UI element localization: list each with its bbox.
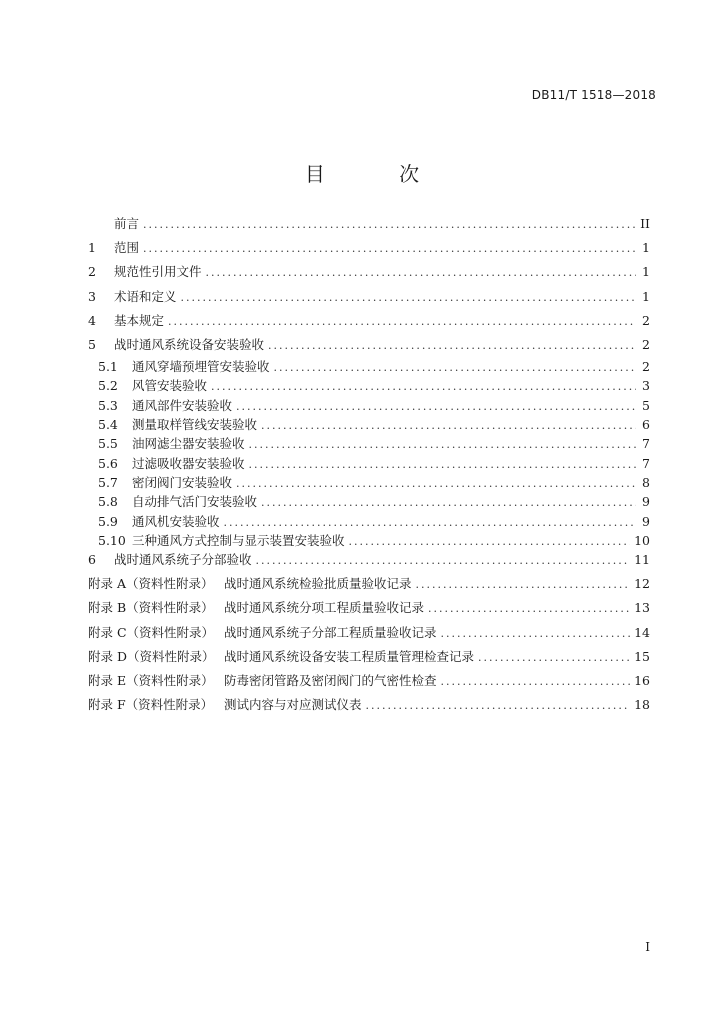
toc-entry-page: 7 — [642, 436, 650, 452]
toc-entry-number: 5.10 — [98, 532, 126, 548]
toc-entry[interactable] — [88, 434, 650, 453]
toc-entry-number: 3 — [88, 288, 96, 304]
toc-entry-number: 4 — [88, 312, 96, 328]
toc-entry-number: 1 — [88, 240, 96, 256]
toc-entry-page: 9 — [642, 513, 650, 529]
toc-entry-number: 5.7 — [98, 474, 118, 490]
toc-entry-title: 测试内容与对应测试仪表 — [224, 697, 362, 713]
toc-entry-number: 附录 F（资料性附录） — [88, 697, 214, 713]
toc-entry[interactable] — [88, 473, 650, 492]
toc-entry-number: 附录 A（资料性附录） — [88, 576, 214, 592]
toc-dot-leader — [181, 291, 636, 304]
toc-entry-page: 3 — [642, 378, 650, 394]
toc-entry[interactable] — [88, 598, 650, 622]
toc-entry-page: 8 — [642, 474, 650, 490]
toc-entry-title: 战时通风系统设备安装验收 — [114, 336, 265, 352]
toc-entry-title: 术语和定义 — [114, 288, 177, 304]
toc-entry[interactable] — [88, 492, 650, 511]
toc-entry-page: 7 — [642, 455, 650, 471]
toc-entry-title: 过滤吸收器安装验收 — [132, 455, 245, 471]
toc-dot-leader — [261, 419, 636, 432]
toc-entry[interactable] — [88, 311, 650, 335]
toc-entry-title: 风管安装验收 — [132, 378, 208, 394]
toc-dot-leader — [274, 361, 636, 374]
toc-entry-page: 2 — [642, 336, 650, 352]
toc-entry[interactable] — [88, 335, 650, 359]
toc-entry-title: 战时通风系统子分部工程质量验收记录 — [224, 624, 437, 640]
toc-entry-page: 2 — [642, 359, 650, 375]
toc-dot-leader — [428, 602, 630, 615]
toc-entry-number: 2 — [88, 264, 96, 280]
toc-entry[interactable] — [88, 550, 650, 574]
toc-entry-number: 附录 E（资料性附录） — [88, 673, 214, 689]
toc-entry-title: 战时通风系统分项工程质量验收记录 — [224, 600, 425, 616]
toc-entry-title: 范围 — [114, 240, 140, 256]
toc-entry-number: 5.1 — [98, 359, 118, 375]
toc-entry-number: 5.5 — [98, 436, 118, 452]
toc-entry-number: 5 — [88, 336, 96, 352]
page-number: I — [645, 940, 650, 954]
toc-dot-leader — [206, 266, 636, 279]
toc-dot-leader — [478, 651, 630, 664]
toc-entry-number: 6 — [88, 552, 96, 568]
toc-entry[interactable] — [88, 214, 650, 238]
toc-entry-page: 16 — [634, 673, 650, 689]
toc-entry[interactable] — [88, 376, 650, 395]
toc-entry[interactable] — [88, 287, 650, 311]
toc-entry-title: 战时通风系统子分部验收 — [114, 552, 252, 568]
toc-entry-title: 战时通风系统设备安装工程质量管理检查记录 — [224, 648, 475, 664]
toc-dot-leader — [249, 458, 636, 471]
toc-entry[interactable] — [88, 647, 650, 671]
toc-entry-page: 5 — [642, 397, 650, 413]
toc-entry-page: 10 — [634, 532, 650, 548]
toc-entry[interactable] — [88, 574, 650, 598]
toc-entry-page: 12 — [634, 576, 650, 592]
toc-entry[interactable] — [88, 357, 650, 376]
toc-entry-number: 5.6 — [98, 455, 118, 471]
toc-entry-page: 1 — [642, 264, 650, 280]
toc-entry-page: 18 — [634, 697, 650, 713]
toc-entry[interactable] — [88, 238, 650, 262]
toc-dot-leader — [249, 438, 636, 451]
toc-dot-leader — [349, 535, 631, 548]
toc-entry[interactable] — [88, 531, 650, 550]
page-title: 目 次 — [304, 162, 454, 186]
toc-entry-number: 5.9 — [98, 513, 118, 529]
toc-entry-page: 14 — [634, 624, 650, 640]
toc-entry-title: 规范性引用文件 — [114, 264, 202, 280]
toc-entry-page: 9 — [642, 494, 650, 510]
toc-dot-leader — [441, 627, 631, 640]
toc-entry-title: 基本规定 — [114, 312, 165, 328]
toc-entry-number: 5.8 — [98, 494, 118, 510]
toc-dot-leader — [224, 516, 636, 529]
toc-entry-number: 5.4 — [98, 417, 118, 433]
toc-entry-page: 1 — [642, 288, 650, 304]
toc-entry[interactable] — [88, 695, 650, 719]
toc-entry[interactable] — [88, 623, 650, 647]
toc-entry-number: 附录 B（资料性附录） — [88, 600, 214, 616]
toc-entry-title: 战时通风系统检验批质量验收记录 — [224, 576, 412, 592]
toc-entry-title: 密闭阀门安装验收 — [132, 474, 233, 490]
toc-dot-leader — [366, 699, 631, 712]
toc-entry-page: 1 — [642, 240, 650, 256]
toc-entry-title: 测量取样管线安装验收 — [132, 417, 258, 433]
toc-dot-leader — [261, 496, 636, 509]
toc-entry-title: 前言 — [114, 216, 140, 231]
toc-entry-title: 自动排气活门安装验收 — [132, 494, 258, 510]
toc-dot-leader — [143, 242, 636, 255]
toc-entry-page: 13 — [634, 600, 650, 616]
toc-dot-leader — [256, 554, 631, 567]
toc-entry-title: 通风机安装验收 — [132, 513, 220, 529]
toc-entry-title: 通风穿墙预埋管安装验收 — [132, 359, 270, 375]
toc-entry[interactable] — [88, 415, 650, 434]
toc-entry-number: 5.2 — [98, 378, 118, 394]
toc-dot-leader — [211, 380, 636, 393]
standard-code: DB11/T 1518—2018 — [531, 88, 656, 102]
toc-entry-title: 通风部件安装验收 — [132, 397, 233, 413]
toc-entry-number: 5.3 — [98, 397, 118, 413]
toc-dot-leader — [143, 218, 636, 231]
toc-dot-leader — [268, 339, 636, 352]
toc-entry-number: 附录 C（资料性附录） — [88, 624, 215, 640]
toc-dot-leader — [168, 315, 636, 328]
toc-entry-page: 6 — [642, 417, 650, 433]
toc-entry[interactable] — [88, 454, 650, 473]
toc-entry-page: II — [640, 216, 650, 231]
toc-dot-leader — [236, 400, 636, 413]
toc-entry-number: 附录 D（资料性附录） — [88, 648, 215, 664]
toc-dot-leader — [416, 578, 631, 591]
toc-entry-page: 2 — [642, 312, 650, 328]
toc-dot-leader — [236, 477, 636, 490]
toc-entry[interactable] — [88, 396, 650, 415]
toc-entry-page: 11 — [634, 552, 650, 568]
toc-entry-title: 油网滤尘器安装验收 — [132, 436, 245, 452]
toc-dot-leader — [441, 675, 631, 688]
toc-entry-title: 三种通风方式控制与显示装置安装验收 — [132, 532, 345, 548]
toc-entry[interactable] — [88, 512, 650, 531]
toc-entry-title: 防毒密闭管路及密闭阀门的气密性检查 — [224, 673, 437, 689]
toc-entry[interactable] — [88, 262, 650, 286]
toc-entry[interactable] — [88, 671, 650, 695]
table-of-contents — [88, 214, 650, 719]
toc-entry-page: 15 — [634, 648, 650, 664]
